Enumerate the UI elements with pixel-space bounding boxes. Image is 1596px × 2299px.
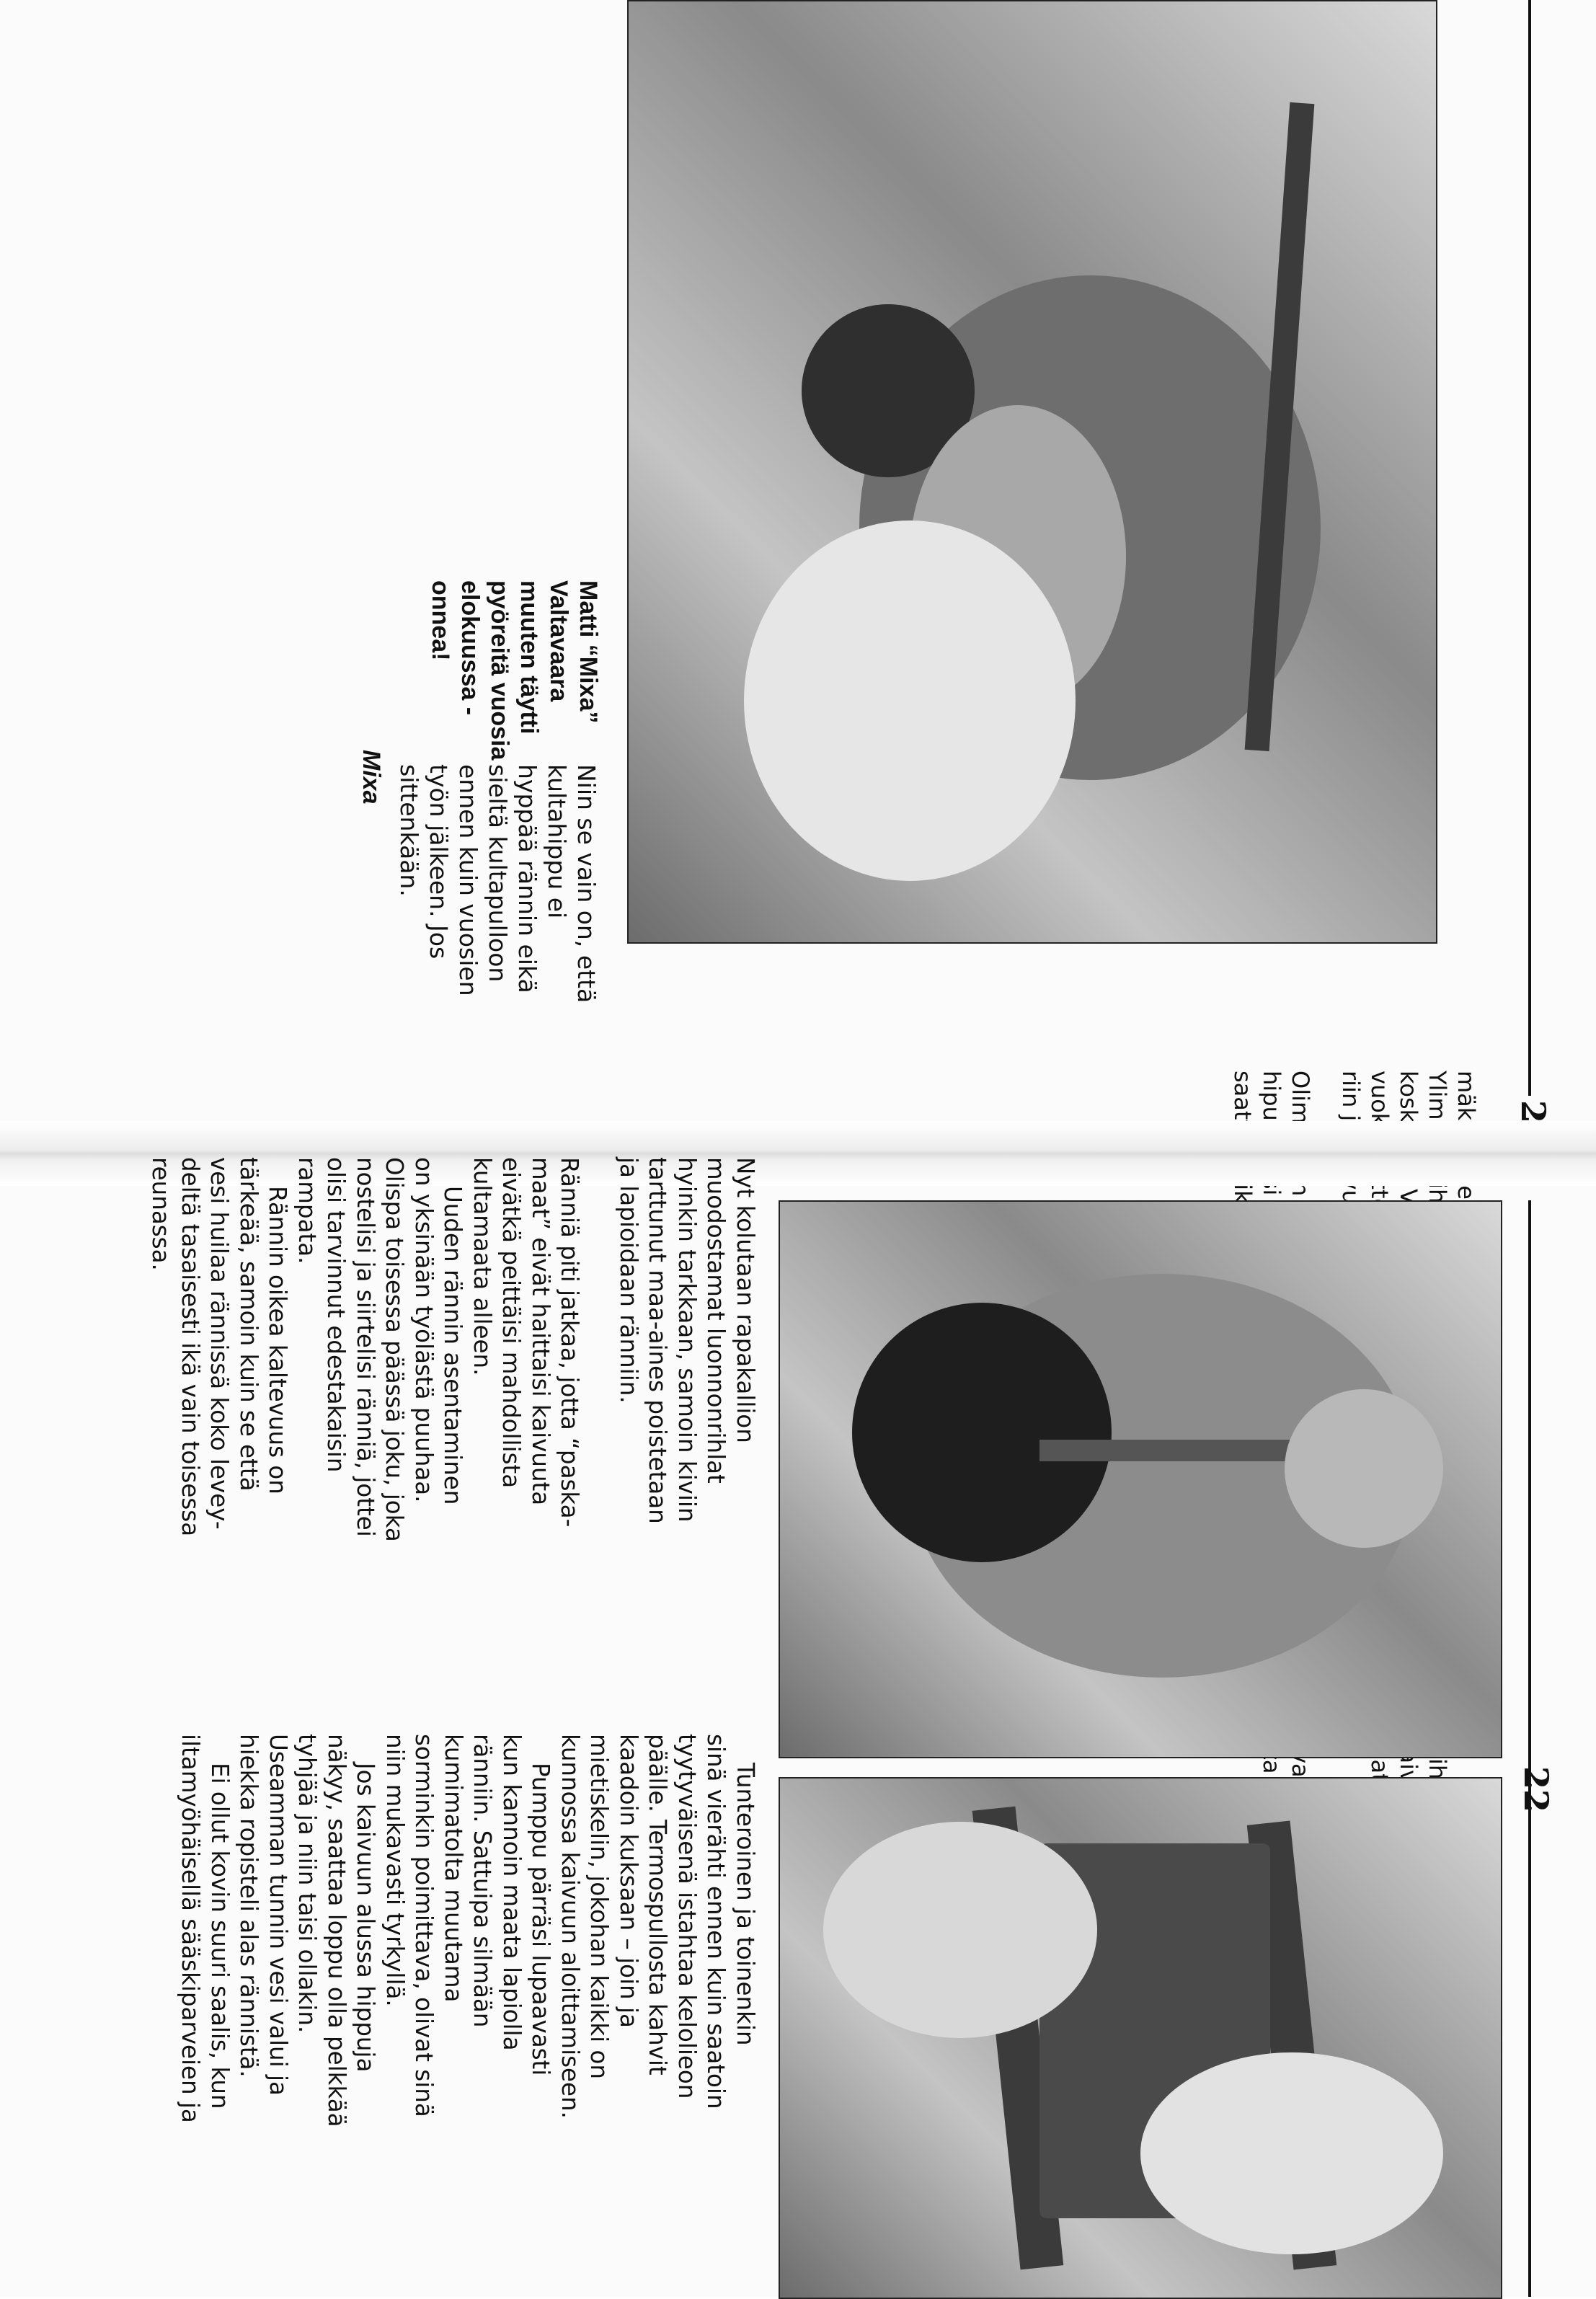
signature: Mixa: [358, 750, 385, 805]
page-22-top-rule: [1528, 1200, 1531, 2297]
page-23-side-text: Niin se vain on, että kultahippu ei hyppää rännin eikä sieltä kultapulloon ennen kuin vuosien työn jälkeen. Jos sittenkään.: [395, 764, 600, 1004]
page-22-number: 22: [1517, 1766, 1556, 1813]
page-23-photo: [627, 0, 1437, 944]
page-22-photo-shovelling: [779, 1200, 1502, 1758]
page-22-column-2: Tunteroinen ja toinenkin sinä vierähti ennen kuin saatoin tyytyväisenä istahtaa kelolieon päälle. Termospullosta kahvit kaadoin kuksaan – join ja mietiskelin, jokohan kaikki on kunnossa kaivuun aloittamiseen. Pumppu pärräsi lupaavasti kun kannoin maata lapiolla ränniin. Sattuipa silmään kumimatolta muutama sorminkin poimittava, olivat sinä niin mukavasti tyrkyllä. Jos kaivuun alussa hippuja näkyy, saattaa loppu olla pelkkää tyhjää ja niin taisi ollakin. Useamman tunnin vesi valui ja hiekka ropisteli alas rännistä. Ei ollut kovin suuri saalis, kun iltamyöhäisellä sääskiparveien ja: [177, 1734, 759, 2127]
page-23-top-rule: [1528, 0, 1531, 1096]
page-23-top-text: Ylimmät: [1424, 1071, 1451, 1166]
page-22-photo-sifting: [779, 1777, 1502, 2299]
page-22-column-1: Nyt kolutaan rapakallion muodostamat luonnonrihlat hyinkin tarkkaan, samoin kiviin tarttunut maa-aines poistetaan ja lapioidaan ränniin. Ränniä piti jatkaa, jotta “paska- maat” eivät haittaisi kaivuuta eivätkä peittäisi mahdollista kultamaata alleen. Uuden rännin asentaminen on yksinään työlästä puuhaa. Olispa toisessa päässä joku, joka nostelisi ja siirtelisi ränniä, jottei olisi tarvinnut edestakaisin rampata. Rännin oikea kaltevuus on tärkeää, samoin kuin se että vesi huilaa rännissä koko levey- deltä tasaisesti ikä vain toisessa reunassa.: [147, 1157, 759, 1542]
congratulations-note: Matti “Mixa” Valtavaara muuten täytti pyöreitä vuosia elokuussa - onnea!: [427, 580, 602, 761]
